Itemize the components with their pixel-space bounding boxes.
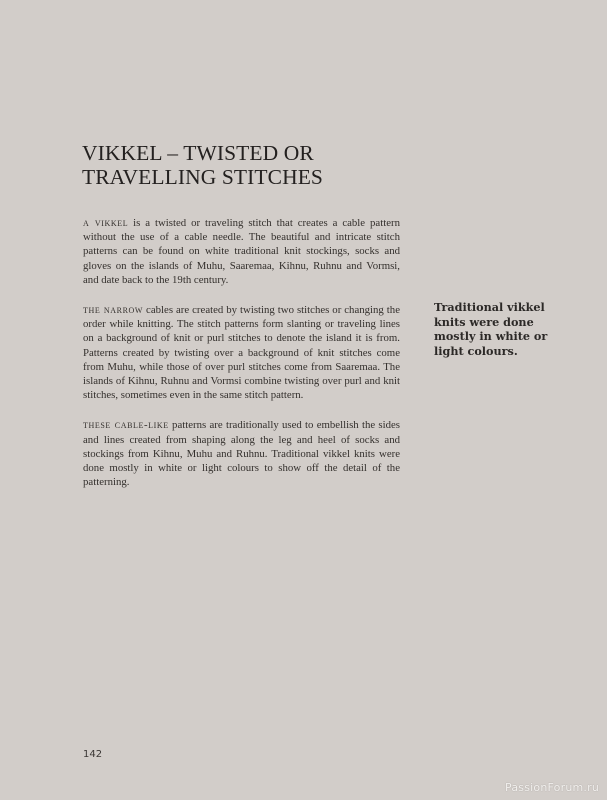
page-number: 142 [83,749,103,760]
page-title-line-1: VIKKEL – TWISTED OR [82,141,314,165]
pull-quote: Traditional vikkel knits were done mostly in white or light colours. [434,300,548,358]
paragraph-lead-in: the narrow [83,304,144,317]
paragraph-lead-in: a vikkel [83,217,129,229]
page-title-line-2: TRAVELLING STITCHES [82,165,323,189]
page-title [82,141,382,189]
paragraph-2 [83,303,400,402]
body-text-column [83,216,400,505]
paragraph-3 [83,418,400,489]
paragraph-text: patterns are traditionally used to embellish the sides and lines created from shaping along the leg and heel of socks and stockings from Kihnu, Muhu and Ruhnu. Traditional vikkel knits were done mostly in white or light colours to show off the detail of the patterning. [83,419,401,489]
paragraph-1 [83,216,400,287]
paragraph-lead-in: these cable-like [83,419,169,432]
paragraph-text: is a twisted or traveling stitch that creates a cable pattern without the use of a cable needle. The beautiful and intricate stitch patterns can be found on white traditional knit stockings, socks and gloves on the islands of Muhu, Saaremaa, Kihnu, Ruhnu and Vormsi, and date back to the 19th century. [83,217,400,286]
paragraph-text: cables are created by twisting two stitches or changing the order while knitting. The stitch patterns form slanting or traveling lines on a background of knit or purl stitches to denote the island it is from. Patterns created by twisting over a background of knit stitches come from Muhu, while those of over purl stitches come from Saaremaa. The islands of Kihnu, Ruhnu and Vormsi combine twisting over purl and knit stitches, sometimes even in the same stitch pattern. [83,304,400,402]
watermark: PassionForum.ru [505,781,599,794]
